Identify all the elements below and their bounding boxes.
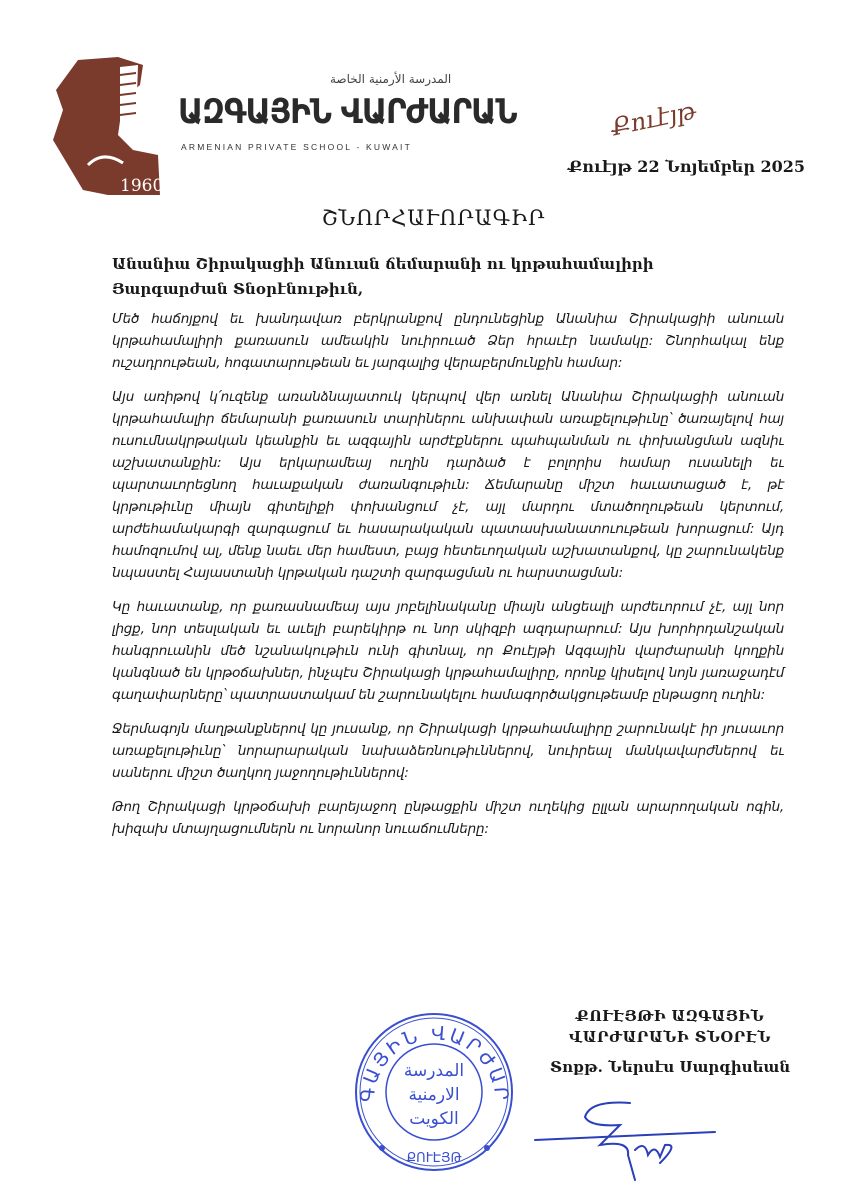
stamp-ring-text: ԳԱՅԻՆ ՎԱՐԺԱՐ bbox=[356, 1022, 513, 1104]
signatory-name: Տոքթ. Ներսէս Սարգիսեան bbox=[549, 1058, 791, 1076]
stamp-arabic-line: الكويت bbox=[409, 1109, 459, 1129]
paragraph: Մեծ հաճոյքով եւ խանդավառ բերկրանքով ընդունեցինք Անանիա Շիրակացիի անուան կրթահամալիրի քառասուն ամեակին նուիրուած Ձեր հրաւէր նամակը: Շնորհակալ ենք ուշադրութեան, հոգատարութեան եւ յարգալից վերաբերմունքին համար: bbox=[112, 311, 784, 371]
paragraph: Ջերմագոյն մաղթանքներով կը յուսանք, որ Շիրակացի կրթահամալիրը շարունակէ իր յուսաւոր առաքելութիւնը՝ նորարարական նախաձեռնութիւններով, նուիրեալ մանկավարժներով եւ սաներու միշտ ծաղկող յաջողութիւններով: bbox=[112, 721, 784, 781]
school-name-english: ARMENIAN PRIVATE SCHOOL - KUWAIT bbox=[181, 142, 412, 152]
handwritten-signature bbox=[530, 1095, 730, 1185]
signatory-title: ՔՈՒԷՅԹԻ ԱԶԳԱՅԻՆ bbox=[575, 1008, 765, 1025]
signature-block bbox=[540, 1006, 800, 1076]
stamp-bottom-text: ՔՈՒԷՅԹ bbox=[406, 1151, 462, 1166]
letter-body bbox=[112, 308, 784, 852]
stamp-arabic-line: الارمنية bbox=[408, 1085, 460, 1105]
school-logo bbox=[48, 55, 173, 200]
recipient-line: Յարգարժան Տնօրէնութիւն, bbox=[112, 280, 364, 298]
paragraph: Թող Շիրակացի կրթօճախի բարեյաջող ընթացքին միշտ ուղեկից ըլլան արարողական ոգին, խիզախ մտայղացումներն ու նորանոր նուաճումները: bbox=[112, 799, 784, 837]
document-title: ՇՆՈՐՀԱՒՈՐԱԳԻՐ bbox=[321, 206, 546, 230]
recipient bbox=[112, 252, 792, 302]
stamp-arabic-line: المدرسة bbox=[403, 1061, 465, 1081]
recipient-line: Անանիա Շիրակացիի Անուան ճեմարանի ու կրթահամալիրի bbox=[112, 255, 654, 273]
school-stamp bbox=[352, 1010, 517, 1175]
city-script: Քուէյթ bbox=[608, 96, 699, 142]
logo-year: 1960 bbox=[120, 176, 164, 196]
paragraph: Այս առիթով կ՛ուզենք առանձնայատուկ կերպով վեր առնել Անանիա Շիրակացիի անուան կրթահամալիր ճեմարանի քառասուն տարիներու անխափան առաքելութիւնը՝ ծառայելով հայ ուսումնակրթական կեանքին եւ ազգային արժէքներու պահպանման ու փոխանցման ազնիւ աշխատանքին: Այս երկարամեայ ուղին դարձած է բոլորիս համար ուսանելի եւ պարտաւորեցնող հաւաքական ժառանգութիւն: Ճեմարանը միշտ հաւատացած է, թէ կրթութիւնը միայն գիտելիքի փոխանցում չէ, այլ մարդու մտածողութեան կերտում, արժեհամակարգի զարգացում եւ հասարակական պատասխանատուութեան խորացում: Այդ համոզումով ալ, մենք նաեւ մեր համեստ, բայց հետեւողական աշխատանքով, կը շարունակենք նպաստել Հայաստանի կրթական դաշտի զարգացման ու հարստացման: bbox=[112, 389, 784, 581]
letter-date: Քուէյթ 22 Նոյեմբեր 2025 bbox=[567, 157, 805, 176]
paragraph: Կը հաւատանք, որ քառասնամեայ այս յոբելինականը միայն անցեալի արժեւորում չէ, այլ նոր լիցք, նոր տեսլական եւ աւելի բարեկիրթ ու նոր սկիզբի ազդարարում: Այս խորհրդանշական հանգրուանին մեծ նշանակութիւն ունի գիտնալ, որ Քուէյթի Ազգային վարժարանի կողքին կանգնած են կրթօճախներ, ինչպէս Շիրակացի կրթահամալիրը, որոնք կիսելով նոյն յառաջադէմ գաղափարները՝ պատրաստակամ են շարունակելու համագործակցութեամբ ընթացող ուղին: bbox=[112, 599, 784, 703]
school-name: ԱԶԳԱՅԻՆ ՎԱՐԺԱՐԱՆ bbox=[178, 92, 517, 132]
signatory-title: ՎԱՐԺԱՐԱՆԻ ՏՆՕՐԷՆ bbox=[569, 1029, 771, 1046]
school-name-arabic: المدرسة الأرمنية الخاصة bbox=[330, 72, 452, 86]
